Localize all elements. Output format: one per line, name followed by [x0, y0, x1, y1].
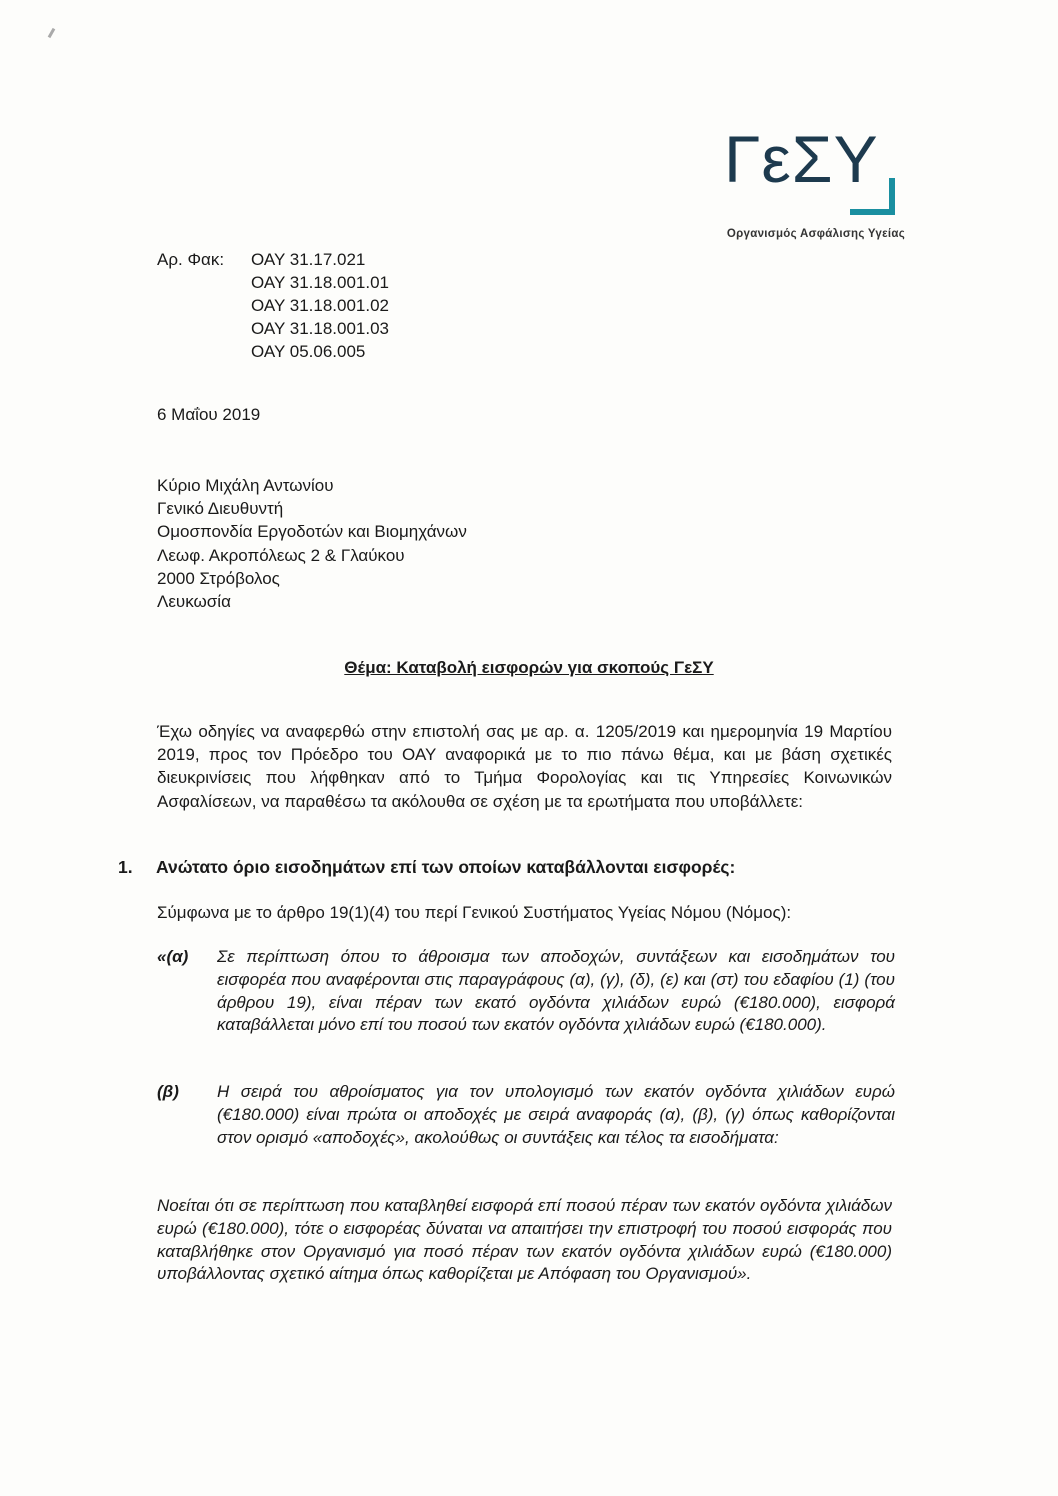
organization-name: Οργανισμός Ασφάλισης Υγείας	[726, 228, 905, 240]
gesy-logo-text: ΓεΣΥ	[724, 122, 879, 196]
file-number: ΟΑΥ 05.06.005	[251, 342, 366, 361]
subject-text: Θέμα: Καταβολή εισφορών για σκοπούς ΓεΣΥ	[344, 658, 714, 677]
law-reference: Σύμφωνα με το άρθρο 19(1)(4) του περί Γενικού Συστήματος Υγείας Νόμου (Νόμος):	[157, 903, 792, 922]
item-label: «(α)	[157, 947, 189, 966]
intro-paragraph: Έχω οδηγίες να αναφερθώ στην επιστολή σας με αρ. α. 1205/2019 και ημερομηνία 19 Μαρτίου 2019, προς τον Πρόεδρο του ΟΑΥ αναφορικά με το πιο πάνω θέμα, και με βάση σχετικές διευκρινίσεις που λήφθηκαν από το Τμήμα Φορολογίας και τις Υπηρεσίες Κοινωνικών Ασφαλίσεων, να παραθέσω τα ακόλουθα σε σχέση με τα ερωτήματα που υποβάλλετε:	[157, 722, 892, 811]
item-text: Η σειρά του αθροίσματος για τον υπολογισμό των εκατόν ογδόντα χιλιάδων ευρώ (€180.000) είναι πρώτα οι αποδοχές με σειρά αναφοράς (α), (β), (γ) όπως καθορίζονται στον ορισμό «αποδοχές», ακολούθως οι συντάξεις και τέλος τα εισοδήματα:	[217, 1082, 895, 1147]
file-reference-label: Αρ. Φακ:	[157, 250, 225, 269]
address-line: Γενικό Διευθυντή	[157, 499, 284, 519]
gesy-logo-mark	[722, 120, 902, 220]
recipient-address	[157, 474, 467, 613]
letter-subject	[0, 658, 1058, 678]
item-text: Σε περίπτωση όπου το άθροισμα των αποδοχών, συντάξεων και εισοδημάτων του εισφορέα που αναφέρονται στις παραγράφους (α), (γ), (δ), (ε) και (στ) του εδαφίου (1) (του άρθρου 19), είναι πέραν των εκατό ογδόντα χιλιάδων ευρώ (€180.000), εισφορά καταβάλλεται μόνο επί του ποσού των εκατόν ογδόντα χιλιάδων ευρώ (€180.000).	[217, 947, 895, 1035]
address-line: Λεωφ. Ακροπόλεως 2 & Γλαύκου	[157, 545, 405, 565]
file-number: ΟΑΥ 31.17.021	[251, 250, 366, 269]
file-number: ΟΑΥ 31.18.001.01	[251, 273, 390, 292]
scan-mark	[48, 28, 56, 38]
file-reference-list	[251, 248, 551, 363]
file-number: ΟΑΥ 31.18.001.02	[251, 296, 390, 315]
address-line: Ομοσπονδία Εργοδοτών και Βιομηχάνων	[157, 522, 467, 542]
section-number: 1.	[118, 857, 133, 877]
letter-date: 6 Μαΐου 2019	[157, 405, 261, 424]
gesy-logo	[700, 120, 905, 250]
file-number: ΟΑΥ 31.18.001.03	[251, 319, 390, 338]
address-line: Κύριο Μιχάλη Αντωνίου	[157, 476, 334, 495]
address-line: Λευκωσία	[157, 592, 231, 612]
item-label: (β)	[157, 1082, 179, 1101]
address-line: 2000 Στρόβολος	[157, 568, 280, 588]
section-title: Ανώτατο όριο εισοδημάτων επί των οποίων καταβάλλονται εισφορές:	[156, 857, 736, 877]
proviso-paragraph: Νοείται ότι σε περίπτωση που καταβληθεί εισφορά επί ποσού πέραν των εκατόν ογδόντα χιλιάδων ευρώ (€180.000), τότε ο εισφορέας δύναται να απαιτήσει την επιστροφή του ποσού εισφοράς που καταβλήθηκε στον Οργανισμό για ποσό πέραν των εκατόν ογδόντα χιλιάδων ευρώ (€180.000) υποβάλλοντας σχετικό αίτημα όπως καθορίζεται με Απόφαση του Οργανισμού».	[157, 1196, 892, 1284]
